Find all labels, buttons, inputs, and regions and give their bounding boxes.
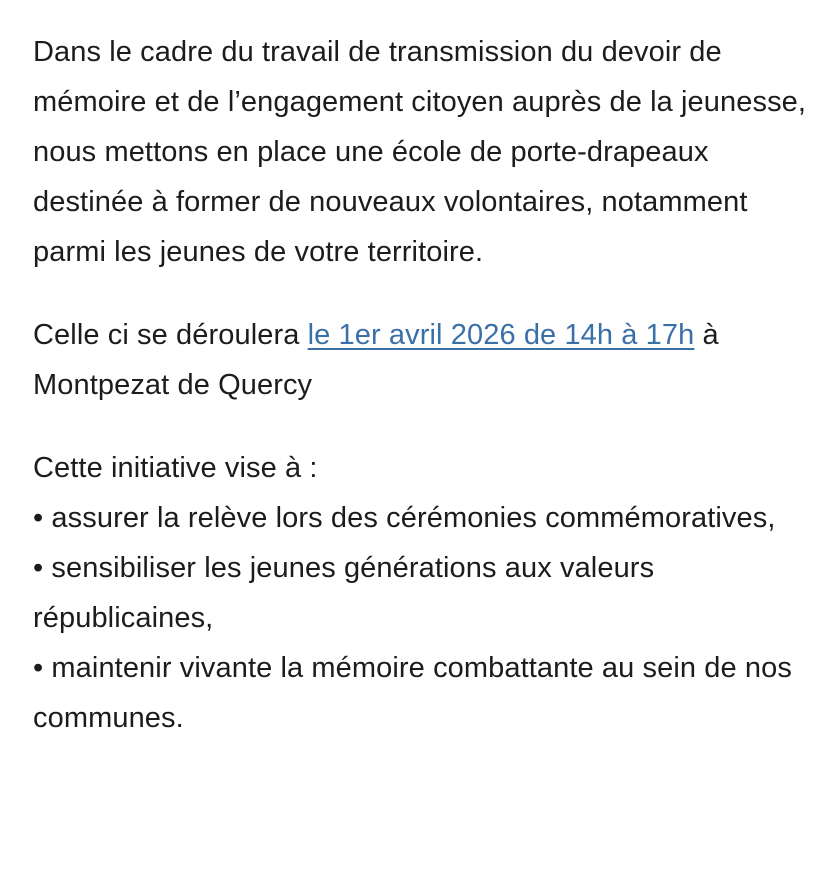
date-text-after: à Montpezat de Quercy — [33, 319, 719, 401]
intro-paragraph: Dans le cadre du travail de transmission du devoir de mémoire et de l’engagement citoyen auprès de la jeunesse, nous mettons en place une école de porte-drapeaux destinée à former de nouveaux volontaires, notamment parmi les jeunes de votre territoire. — [33, 36, 807, 268]
date-link[interactable]: le 1er avril 2026 de 14h à 17h — [307, 319, 695, 351]
list-item: • sensibiliser les jeunes générations aux valeurs républicaines, — [33, 552, 655, 634]
objectives-list — [33, 493, 808, 743]
list-intro: Cette initiative vise à : — [33, 452, 318, 484]
date-paragraph — [33, 310, 808, 410]
message-body — [33, 27, 808, 743]
date-text-before: Celle ci se déroulera — [33, 319, 308, 351]
list-item: • maintenir vivante la mémoire combattante au sein de nos communes. — [33, 652, 792, 734]
list-item: • assurer la relève lors des cérémonies commémoratives, — [33, 502, 776, 534]
